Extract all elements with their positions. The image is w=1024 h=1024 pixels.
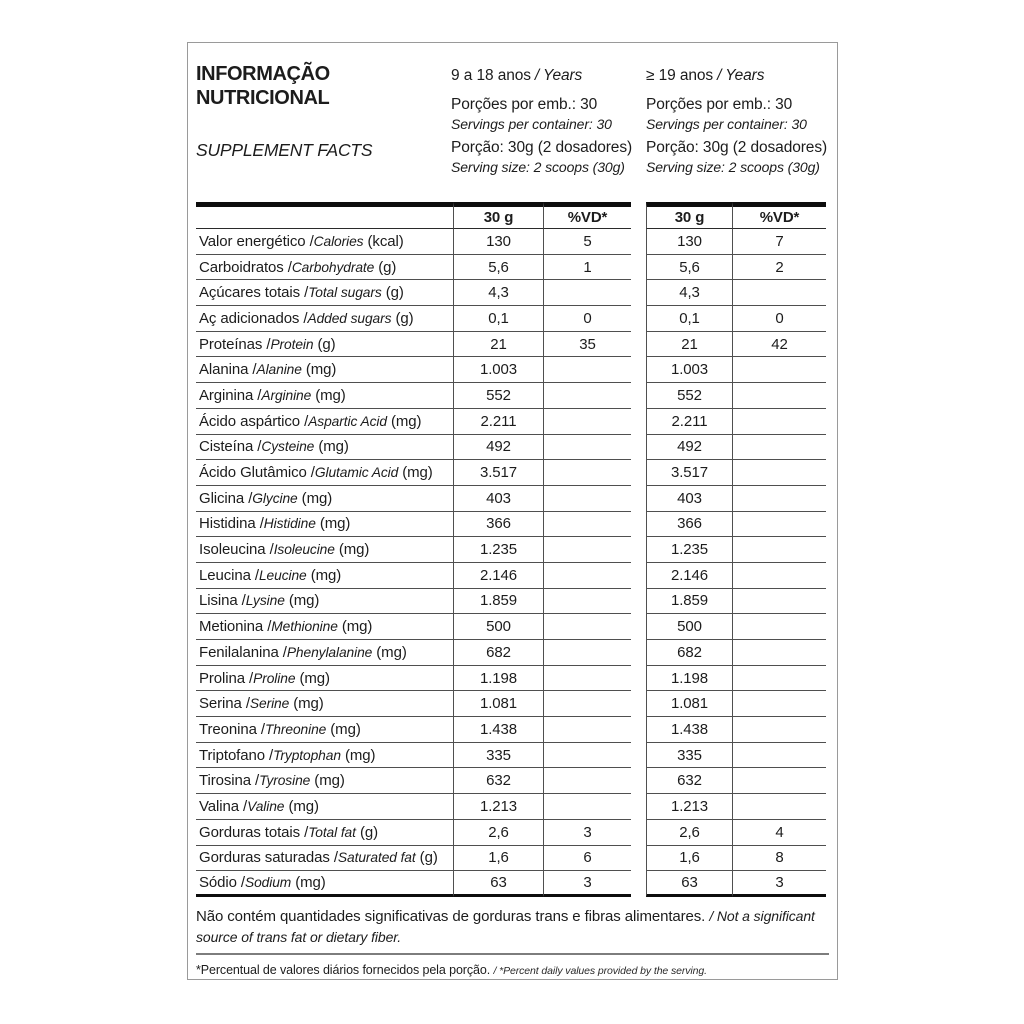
table-row xyxy=(196,717,826,743)
table-gap xyxy=(631,820,646,846)
nutrient-label: Gorduras totais / Total fat (g) xyxy=(196,820,454,846)
value-cell xyxy=(544,563,631,589)
value-cell: 3.517 xyxy=(646,460,733,486)
value-cell: 1,6 xyxy=(646,846,733,872)
value-cell: 335 xyxy=(454,743,544,769)
value-cell: 1.438 xyxy=(646,717,733,743)
age-range-en: / Years xyxy=(534,67,583,84)
table-gap xyxy=(631,280,646,306)
nutrient-label: Açúcares totais / Total sugars (g) xyxy=(196,280,454,306)
table-gap xyxy=(631,768,646,794)
table-gap xyxy=(631,202,646,229)
value-cell: 403 xyxy=(646,486,733,512)
value-cell: 403 xyxy=(454,486,544,512)
value-cell: 1.213 xyxy=(454,794,544,820)
table-gap xyxy=(631,717,646,743)
table-row xyxy=(196,743,826,769)
table-row xyxy=(196,563,826,589)
trans-fat-note-pt: Não contém quantidades significativas de gorduras trans e fibras alimentares. xyxy=(196,907,706,925)
table-gap xyxy=(631,589,646,615)
value-cell: 2,6 xyxy=(646,820,733,846)
page-title: INFORMAÇÃO NUTRICIONAL xyxy=(196,63,330,109)
nutrient-label: Glicina / Glycine (mg) xyxy=(196,486,454,512)
value-cell: 3 xyxy=(733,871,826,897)
nutrient-label: Treonina / Threonine (mg) xyxy=(196,717,454,743)
value-cell xyxy=(544,691,631,717)
table-row xyxy=(196,280,826,306)
value-cell xyxy=(733,512,826,538)
table-gap xyxy=(631,460,646,486)
value-cell xyxy=(544,357,631,383)
value-cell xyxy=(733,794,826,820)
value-cell: 5,6 xyxy=(454,255,544,281)
table-row xyxy=(196,229,826,255)
value-cell xyxy=(733,280,826,306)
value-cell: 2.146 xyxy=(646,563,733,589)
table-gap xyxy=(631,435,646,461)
table-gap xyxy=(631,743,646,769)
value-cell: 35 xyxy=(544,332,631,358)
value-cell xyxy=(544,460,631,486)
portion-pt: Porção: 30g (2 dosadores) xyxy=(451,139,633,156)
value-cell xyxy=(733,383,826,409)
serving-info-group-19plus xyxy=(646,63,829,202)
value-cell xyxy=(733,768,826,794)
trans-fat-note xyxy=(196,906,829,948)
value-cell xyxy=(733,563,826,589)
table-gap xyxy=(631,846,646,872)
nutrient-label: Serina / Serine (mg) xyxy=(196,691,454,717)
value-cell: 2,6 xyxy=(454,820,544,846)
col-header-dv-2: %VD* xyxy=(733,202,826,229)
table-row xyxy=(196,768,826,794)
serving-info-group-9-18 xyxy=(451,63,646,202)
value-cell: 1 xyxy=(544,255,631,281)
value-cell xyxy=(544,589,631,615)
value-cell: 500 xyxy=(646,614,733,640)
age-range xyxy=(451,66,646,86)
value-cell: 21 xyxy=(646,332,733,358)
table-row xyxy=(196,306,826,332)
nutrition-table xyxy=(196,202,826,897)
value-cell: 4,3 xyxy=(646,280,733,306)
table-row xyxy=(196,409,826,435)
value-cell: 0 xyxy=(733,306,826,332)
table-row xyxy=(196,486,826,512)
portion-en: Serving size: 2 scoops (30g) xyxy=(451,159,625,175)
value-cell: 42 xyxy=(733,332,826,358)
value-cell: 2.211 xyxy=(646,409,733,435)
value-cell xyxy=(733,460,826,486)
value-cell: 1.198 xyxy=(646,666,733,692)
servings-en: Servings per container: 30 xyxy=(451,116,612,132)
table-gap xyxy=(631,357,646,383)
value-cell: 632 xyxy=(646,768,733,794)
value-cell xyxy=(733,486,826,512)
nutrient-label: Proteínas / Protein (g) xyxy=(196,332,454,358)
nutrient-label: Aç adicionados / Added sugars (g) xyxy=(196,306,454,332)
nutrient-label: Carboidratos / Carbohydrate (g) xyxy=(196,255,454,281)
age-range xyxy=(646,66,829,86)
nutrient-label: Leucina / Leucine (mg) xyxy=(196,563,454,589)
table-header-row xyxy=(196,202,826,229)
table-gap xyxy=(631,537,646,563)
table-gap xyxy=(631,229,646,255)
table-gap xyxy=(631,383,646,409)
value-cell: 6 xyxy=(544,846,631,872)
value-cell xyxy=(544,640,631,666)
table-row xyxy=(196,332,826,358)
header-label-cell xyxy=(196,202,454,229)
value-cell: 2.146 xyxy=(454,563,544,589)
table-gap xyxy=(631,666,646,692)
value-cell: 2.211 xyxy=(454,409,544,435)
nutrient-label: Valor energético / Calories (kcal) xyxy=(196,229,454,255)
col-header-amount-1: 30 g xyxy=(454,202,544,229)
value-cell xyxy=(733,589,826,615)
value-cell xyxy=(544,537,631,563)
value-cell xyxy=(544,614,631,640)
value-cell: 1.859 xyxy=(646,589,733,615)
table-row xyxy=(196,383,826,409)
value-cell: 1.003 xyxy=(646,357,733,383)
table-gap xyxy=(631,614,646,640)
value-cell: 2 xyxy=(733,255,826,281)
col-header-dv-1: %VD* xyxy=(544,202,631,229)
value-cell: 335 xyxy=(646,743,733,769)
nutrient-label: Fenilalanina / Phenylalanine (mg) xyxy=(196,640,454,666)
nutrient-label: Alanina / Alanine (mg) xyxy=(196,357,454,383)
value-cell: 1.235 xyxy=(646,537,733,563)
value-cell: 0,1 xyxy=(646,306,733,332)
value-cell xyxy=(733,666,826,692)
nutrient-label: Cisteína / Cysteine (mg) xyxy=(196,435,454,461)
value-cell: 492 xyxy=(646,435,733,461)
value-cell: 366 xyxy=(646,512,733,538)
value-cell: 4,3 xyxy=(454,280,544,306)
value-cell: 63 xyxy=(454,871,544,897)
table-row xyxy=(196,357,826,383)
table-row xyxy=(196,460,826,486)
table-row xyxy=(196,691,826,717)
age-range-en: / Years xyxy=(717,67,765,84)
footnote-divider xyxy=(196,953,829,955)
nutrient-label: Valina / Valine (mg) xyxy=(196,794,454,820)
col-header-amount-2: 30 g xyxy=(646,202,733,229)
value-cell xyxy=(544,435,631,461)
table-row xyxy=(196,820,826,846)
nutrient-label: Prolina / Proline (mg) xyxy=(196,666,454,692)
value-cell: 7 xyxy=(733,229,826,255)
daily-value-footnote xyxy=(196,963,829,977)
value-cell xyxy=(544,768,631,794)
value-cell: 130 xyxy=(454,229,544,255)
value-cell xyxy=(544,512,631,538)
value-cell xyxy=(544,743,631,769)
table-gap xyxy=(631,409,646,435)
value-cell: 4 xyxy=(733,820,826,846)
value-cell: 0 xyxy=(544,306,631,332)
title-column xyxy=(196,63,451,202)
table-row xyxy=(196,537,826,563)
portion-en: Serving size: 2 scoops (30g) xyxy=(646,159,820,175)
value-cell: 8 xyxy=(733,846,826,872)
nutrient-label: Arginina / Arginine (mg) xyxy=(196,383,454,409)
table-row xyxy=(196,589,826,615)
portion-pt: Porção: 30g (2 dosadores) xyxy=(646,139,828,156)
nutrient-label: Lisina / Lysine (mg) xyxy=(196,589,454,615)
age-range-pt: ≥ 19 anos xyxy=(646,67,714,84)
value-cell: 63 xyxy=(646,871,733,897)
value-cell: 632 xyxy=(454,768,544,794)
value-cell: 1.081 xyxy=(454,691,544,717)
value-cell xyxy=(544,794,631,820)
nutrition-label xyxy=(187,42,838,980)
value-cell: 682 xyxy=(454,640,544,666)
value-cell: 1.859 xyxy=(454,589,544,615)
table-gap xyxy=(631,563,646,589)
table-row xyxy=(196,666,826,692)
nutrient-label: Metionina / Methionine (mg) xyxy=(196,614,454,640)
table-row xyxy=(196,614,826,640)
value-cell: 552 xyxy=(454,383,544,409)
nutrient-label: Sódio / Sodium (mg) xyxy=(196,871,454,897)
value-cell: 5,6 xyxy=(646,255,733,281)
value-cell: 130 xyxy=(646,229,733,255)
value-cell: 1.438 xyxy=(454,717,544,743)
table-gap xyxy=(631,255,646,281)
value-cell: 682 xyxy=(646,640,733,666)
daily-value-footnote-en: / *Percent daily values provided by the serving. xyxy=(493,964,707,977)
table-gap xyxy=(631,691,646,717)
value-cell: 1.213 xyxy=(646,794,733,820)
value-cell xyxy=(544,383,631,409)
value-cell: 1,6 xyxy=(454,846,544,872)
table-row xyxy=(196,871,826,897)
value-cell: 1.003 xyxy=(454,357,544,383)
value-cell: 3 xyxy=(544,871,631,897)
value-cell xyxy=(733,614,826,640)
value-cell xyxy=(733,537,826,563)
nutrient-label: Ácido Glutâmico / Glutamic Acid (mg) xyxy=(196,460,454,486)
table-gap xyxy=(631,871,646,897)
value-cell: 0,1 xyxy=(454,306,544,332)
value-cell: 552 xyxy=(646,383,733,409)
table-gap xyxy=(631,306,646,332)
value-cell: 500 xyxy=(454,614,544,640)
servings-pt: Porções por emb.: 30 xyxy=(451,96,598,113)
servings-pt: Porções por emb.: 30 xyxy=(646,96,793,113)
value-cell xyxy=(733,691,826,717)
label-header xyxy=(196,63,829,202)
value-cell: 5 xyxy=(544,229,631,255)
value-cell xyxy=(544,486,631,512)
value-cell xyxy=(733,743,826,769)
servings-en: Servings per container: 30 xyxy=(646,116,807,132)
value-cell: 1.235 xyxy=(454,537,544,563)
value-cell xyxy=(544,280,631,306)
value-cell xyxy=(733,409,826,435)
table-row xyxy=(196,255,826,281)
table-body xyxy=(196,229,826,897)
value-cell xyxy=(544,409,631,435)
table-row xyxy=(196,640,826,666)
value-cell: 21 xyxy=(454,332,544,358)
nutrient-label: Triptofano / Tryptophan (mg) xyxy=(196,743,454,769)
table-gap xyxy=(631,512,646,538)
table-row xyxy=(196,435,826,461)
value-cell: 1.198 xyxy=(454,666,544,692)
nutrient-label: Histidina / Histidine (mg) xyxy=(196,512,454,538)
value-cell: 492 xyxy=(454,435,544,461)
daily-value-footnote-pt: *Percentual de valores diários fornecidos pela porção. xyxy=(196,962,491,977)
value-cell: 3.517 xyxy=(454,460,544,486)
nutrient-label: Gorduras saturadas / Saturated fat (g) xyxy=(196,846,454,872)
table-gap xyxy=(631,486,646,512)
value-cell: 1.081 xyxy=(646,691,733,717)
value-cell xyxy=(733,357,826,383)
trans-fat-note-en: / Not a significant source of trans fat or dietary fiber. xyxy=(196,907,815,945)
table-row xyxy=(196,794,826,820)
nutrient-label: Tirosina / Tyrosine (mg) xyxy=(196,768,454,794)
table-row xyxy=(196,846,826,872)
value-cell xyxy=(733,640,826,666)
value-cell xyxy=(733,717,826,743)
subtitle: SUPPLEMENT FACTS xyxy=(196,140,373,161)
table-row xyxy=(196,512,826,538)
value-cell: 3 xyxy=(544,820,631,846)
nutrient-label: Isoleucina / Isoleucine (mg) xyxy=(196,537,454,563)
table-gap xyxy=(631,640,646,666)
value-cell xyxy=(544,717,631,743)
nutrient-label: Ácido aspártico / Aspartic Acid (mg) xyxy=(196,409,454,435)
table-gap xyxy=(631,332,646,358)
table-gap xyxy=(631,794,646,820)
value-cell xyxy=(544,666,631,692)
age-range-pt: 9 a 18 anos xyxy=(451,67,531,84)
value-cell xyxy=(733,435,826,461)
value-cell: 366 xyxy=(454,512,544,538)
